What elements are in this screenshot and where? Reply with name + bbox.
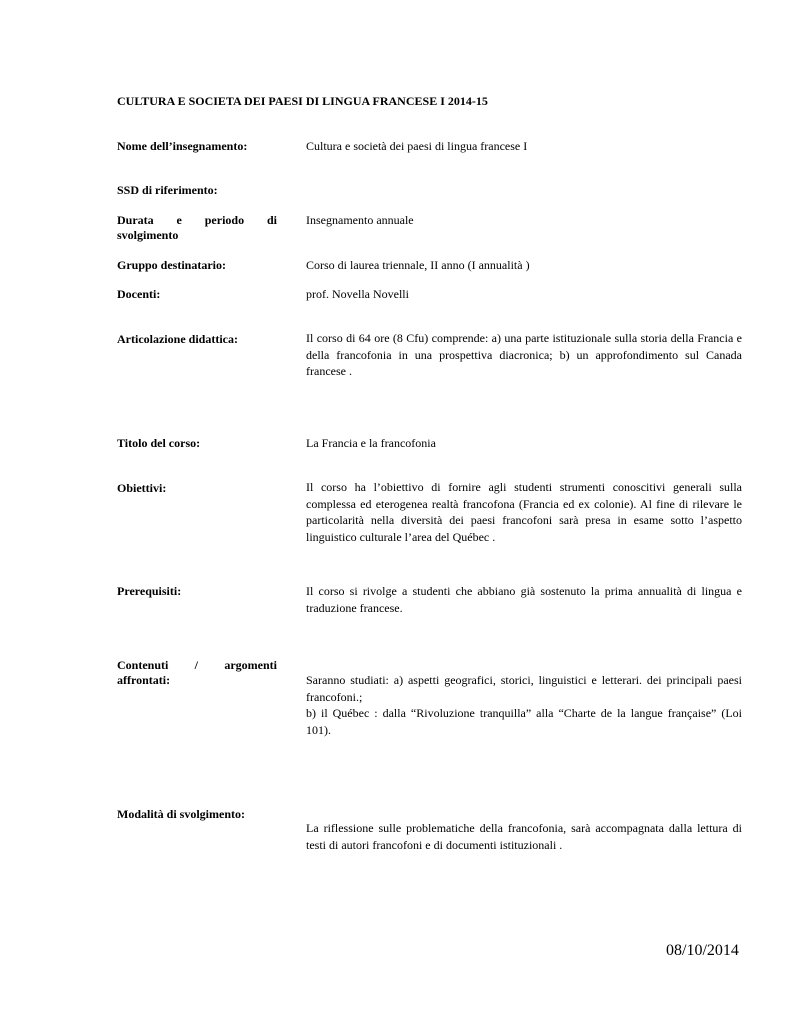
field-label-prerequisiti: Prerequisiti: (117, 584, 182, 598)
prerequisiti-text: Il corso si rivolge a studenti che abbiano già sostenuto la prima annualità di lingua e traduzione francese. (306, 584, 742, 615)
document-title: CULTURA E SOCIETA DEI PAESI DI LINGUA FRANCESE I 2014-15 (117, 94, 488, 108)
field-label-contenuti-line2: affrontati: (117, 673, 171, 687)
field-value-gruppo: Corso di laurea triennale, II anno (I annualità ) (306, 258, 530, 272)
contenuti-text-b: b) il Québec : dalla “Rivoluzione tranquilla” alla “Charte de la langue française” (Loi 101). (306, 706, 742, 737)
obiettivi-text: Il corso ha l’obiettivo di fornire agli studenti strumenti conoscitivi generali sulla complessa ed eterogenea realtà francofona (Francia ed ex colonie). Al fine di rilevare le particolarità nella diversità dei paesi francofoni sarà presa in esame sotto l’aspetto linguistico culturale l’area del Québec . (306, 480, 742, 544)
field-value-contenuti (306, 672, 742, 738)
field-value-obiettivi (306, 479, 742, 545)
field-value-articolazione (306, 330, 742, 380)
field-label-durata-line1: Durata e periodo di (117, 213, 277, 227)
field-value-nome: Cultura e società dei paesi di lingua francese I (306, 139, 528, 153)
field-label-contenuti (117, 658, 277, 688)
field-label-obiettivi: Obiettivi: (117, 481, 167, 495)
document-date: 08/10/2014 (666, 942, 739, 959)
field-label-docenti: Docenti: (117, 287, 161, 301)
field-label-titolo: Titolo del corso: (117, 436, 201, 450)
field-value-titolo: La Francia e la francofonia (306, 436, 436, 450)
field-value-durata: Insegnamento annuale (306, 213, 414, 227)
field-label-nome: Nome dell’insegnamento: (117, 139, 248, 153)
field-label-durata-line2: svolgimento (117, 228, 179, 242)
contenuti-text-a: Saranno studiati: a) aspetti geografici, storici, linguistici e letterari. dei principali paesi francofoni.; (306, 673, 742, 704)
field-label-ssd: SSD di riferimento: (117, 183, 218, 197)
articolazione-text: Il corso di 64 ore (8 Cfu) comprende: a) una parte istituzionale sulla storia della Francia e della francofonia in una prospettiva diacronica; b) un approfondimento sul Canada francese . (306, 331, 742, 378)
field-label-durata (117, 213, 277, 243)
field-label-modalita: Modalità di svolgimento: (117, 807, 245, 821)
field-label-contenuti-line1: Contenuti / argomenti (117, 658, 277, 672)
field-value-modalita (306, 820, 742, 853)
modalita-text: La riflessione sulle problematiche della francofonia, sarà accompagnata dalla lettura di testi di autori francofoni e di documenti istituzionali . (306, 821, 742, 852)
field-label-articolazione: Articolazione didattica: (117, 332, 238, 346)
field-value-docenti: prof. Novella Novelli (306, 287, 409, 301)
field-label-gruppo: Gruppo destinatario: (117, 258, 227, 272)
field-value-prerequisiti (306, 583, 742, 616)
